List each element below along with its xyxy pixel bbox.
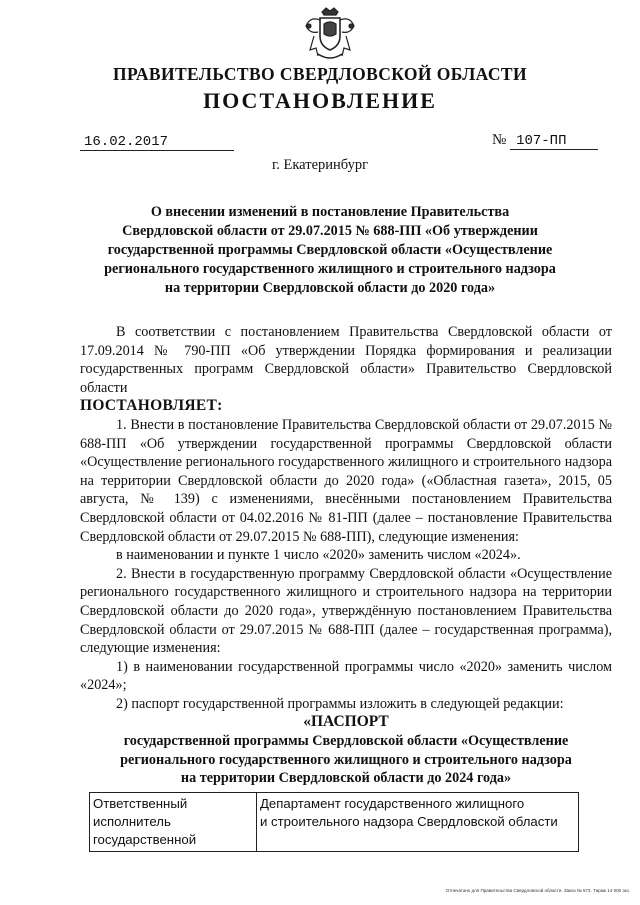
- document-body: [80, 323, 612, 788]
- document-number: 107-ПП: [510, 133, 598, 150]
- table-cell-label: Ответственный исполнитель государственной: [90, 793, 257, 852]
- passport-table: [89, 792, 579, 852]
- passport-title-line: на территории Свердловской области до 2024 года»: [180, 770, 512, 787]
- document-title: [80, 203, 580, 298]
- city: г. Екатеринбург: [271, 157, 369, 173]
- title-line: регионального государственного жилищного и строительного надзора: [104, 261, 556, 277]
- title-line: Свердловской области от 29.07.2015 № 688-ПП «Об утверждении: [122, 223, 538, 239]
- title-line: О внесении изменений в постановление Правительства: [150, 204, 510, 220]
- item-2-sub-2: 2) паспорт государственной программы изложить в следующей редакции:: [116, 695, 564, 712]
- resolves-heading: ПОСТАНОВЛЯЕТ:: [80, 397, 223, 415]
- item-1: 1. Внести в постановление Правительства Свердловской области от 29.07.2015 № 688-ПП «Об утверждении государственной программы Свердловской области «Осуществление регионального государственного жилищного и строительного надзора на территории Свердловской области до 2020 года» («Областная газета», 2015, 05 августа, № 139) с изменениями, внесёнными постановлением Правительства Свердловской области от 04.02.2016 № 81-ПП (далее – постановление Правительства Свердловской области от 29.07.2015 № 688-ПП), следующие изменения:: [80, 416, 612, 545]
- print-footer: Отпечатано для Правительства Свердловской области. Заказ № 573. Тираж 14 000 экз.: [445, 888, 630, 893]
- title-line: на территории Свердловской области до 2020 года»: [164, 280, 496, 296]
- passport-title-line: государственной программы Свердловской области «Осуществление: [123, 733, 569, 750]
- table-row: [90, 793, 579, 852]
- item-2-sub-1: 1) в наименовании государственной программы число «2020» заменить числом «2024»;: [80, 658, 612, 694]
- government-name: ПРАВИТЕЛЬСТВО СВЕРДЛОВСКОЙ ОБЛАСТИ: [113, 64, 527, 84]
- document-number-block: [492, 132, 598, 150]
- preamble: В соответствии с постановлением Правительства Свердловской области от 17.09.2014 № 790-ПП «Об утверждении Порядка формирования и реализации государственных программ Свердловской области» Правительство Свердловской области: [80, 324, 612, 396]
- passport-heading: «ПАСПОРТ: [303, 713, 389, 731]
- coat-of-arms-icon: [300, 6, 360, 64]
- document-date: 16.02.2017: [80, 134, 234, 151]
- number-sign: №: [492, 132, 507, 148]
- table-cell-value: Департамент государственного жилищного и строительного надзора Свердловской области: [257, 793, 579, 852]
- passport-title-line: регионального государственного жилищного и строительного надзора: [120, 751, 572, 768]
- item-1-sub: в наименовании и пункте 1 число «2020» заменить числом «2024».: [116, 547, 521, 564]
- title-line: государственной программы Свердловской области «Осуществление: [107, 242, 553, 258]
- item-2: 2. Внести в государственную программу Свердловской области «Осуществление регионального государственного жилищного и строительного надзора на территории Свердловской области до 2020 года», утверждённую постановлением Правительства Свердловской области от 29.07.2015 № 688-ПП (далее – государственная программа), следующие изменения:: [80, 565, 612, 657]
- document-type: ПОСТАНОВЛЕНИЕ: [203, 88, 437, 113]
